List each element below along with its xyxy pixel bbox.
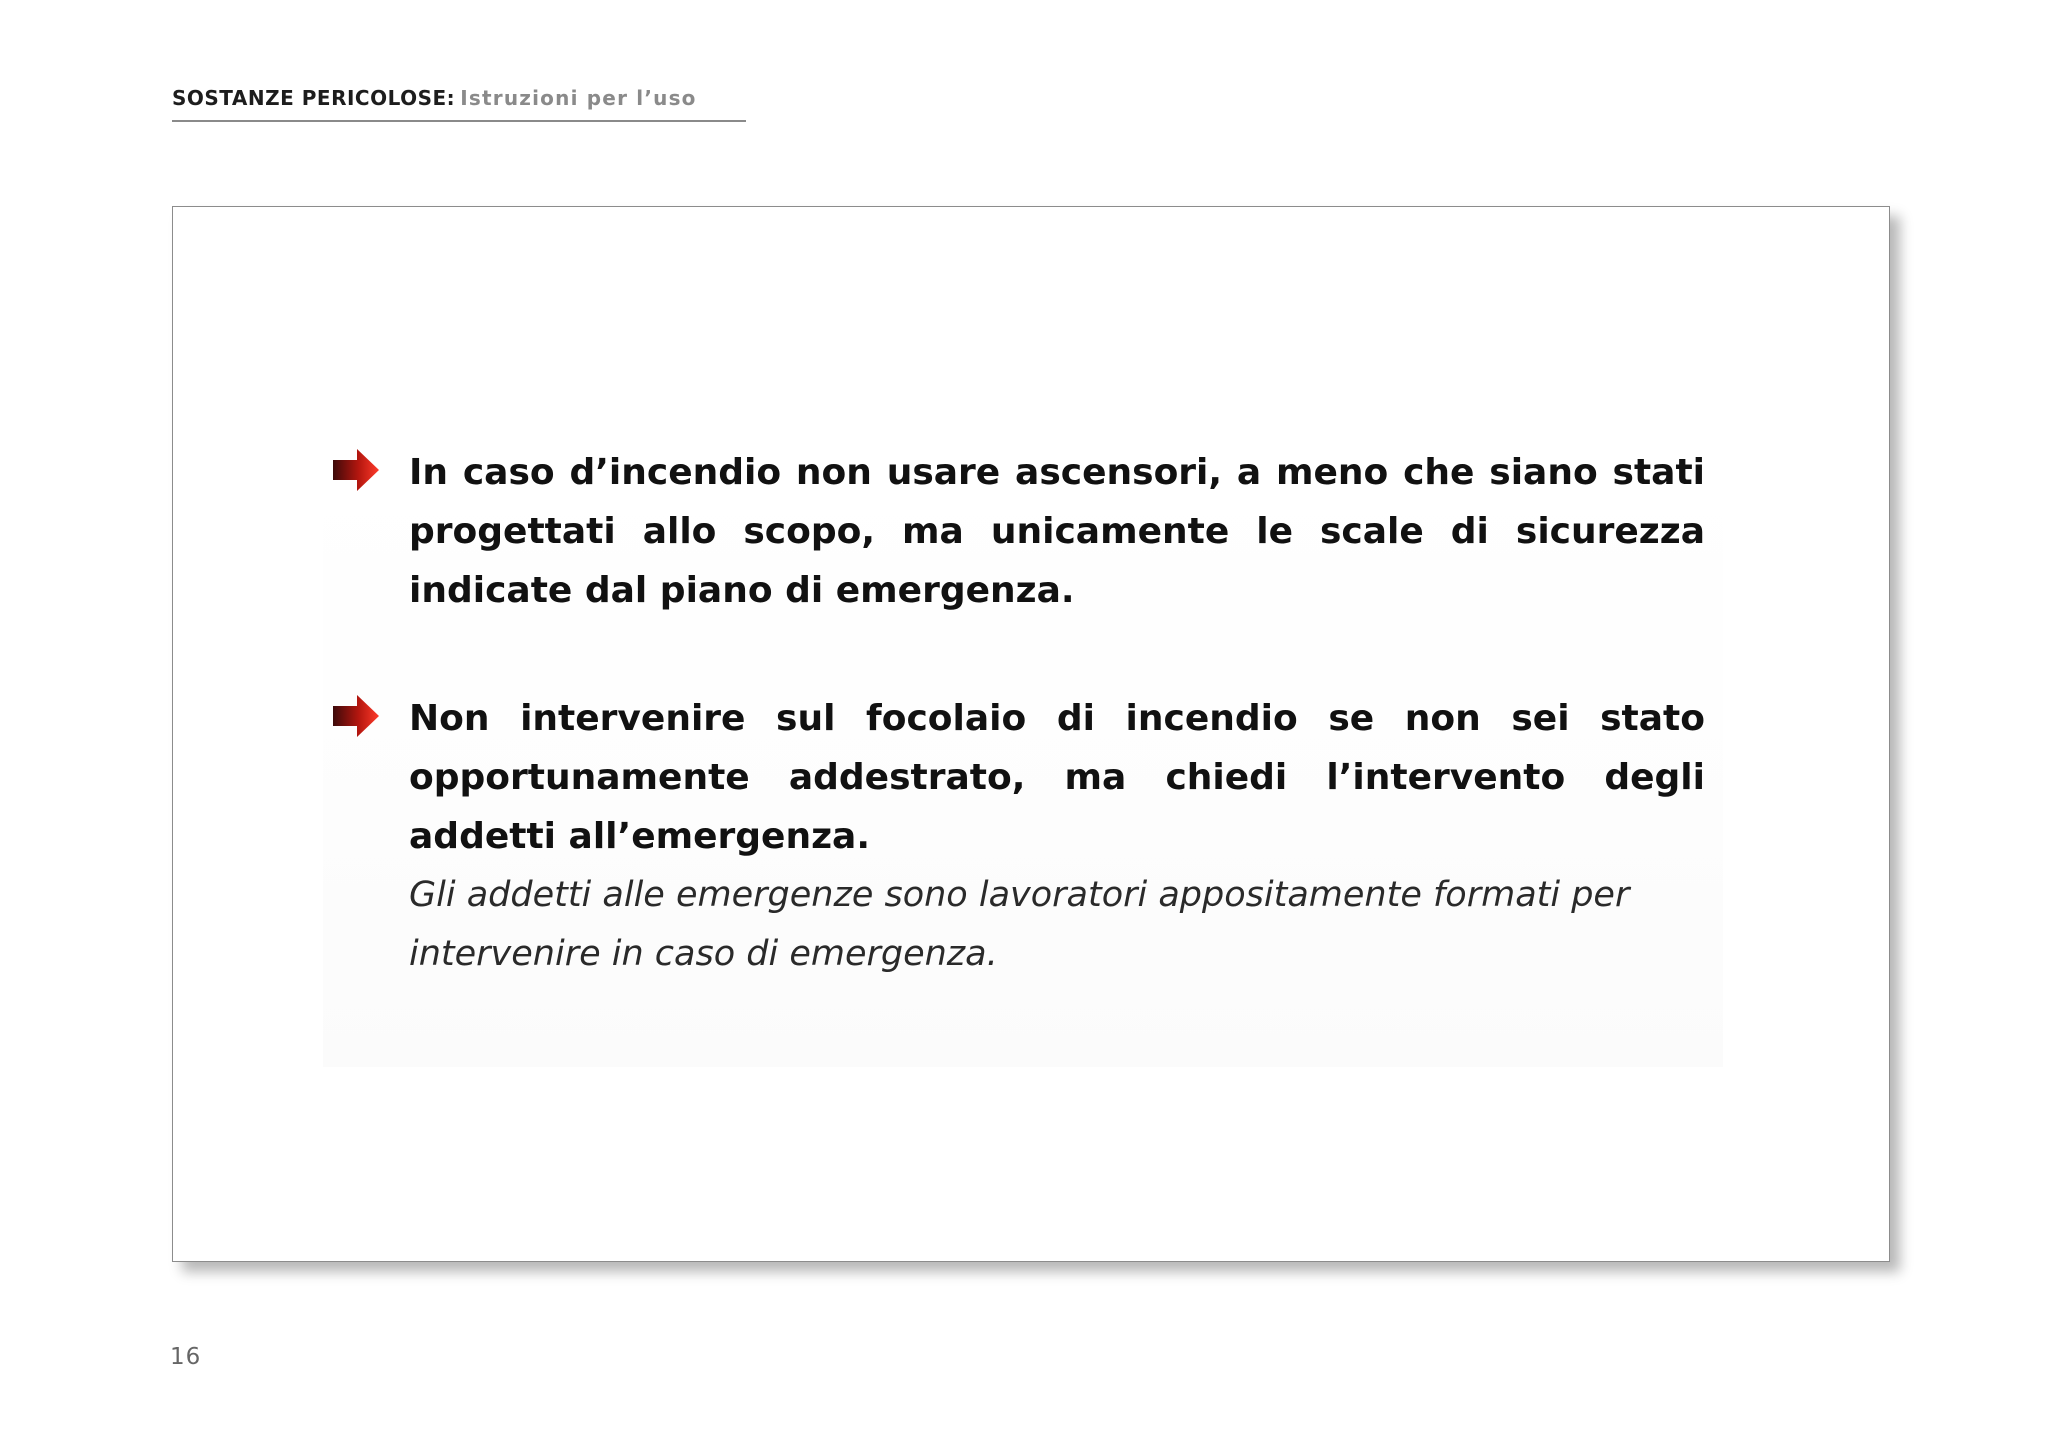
- bullet-note: Gli addetti alle emergenze sono lavoratori appositamente formati per intervenire in caso di emergenza.: [409, 875, 1630, 974]
- header-subtitle: Istruzioni per l’uso: [460, 86, 697, 110]
- header-title: SOSTANZE PERICOLOSE:: [172, 86, 456, 110]
- bullet-text: In caso d’incendio non usare ascensori, a meno che siano stati progettati allo scopo, ma unicamente le scale di sicurezza indicate dal piano di emergenza.: [409, 452, 1705, 611]
- bullet-text: [409, 689, 1705, 984]
- page-number: 16: [170, 1344, 202, 1370]
- page-header: [172, 80, 746, 122]
- red-arrow-icon: [333, 449, 379, 491]
- red-arrow-icon: [333, 695, 379, 737]
- slide-frame: [172, 206, 1890, 1262]
- bullet-main-text: Non intervenire sul focolaio di incendio se non sei stato opportunamente addestrato, ma chiedi l’intervento degli addetti all’emergenza.: [409, 698, 1705, 857]
